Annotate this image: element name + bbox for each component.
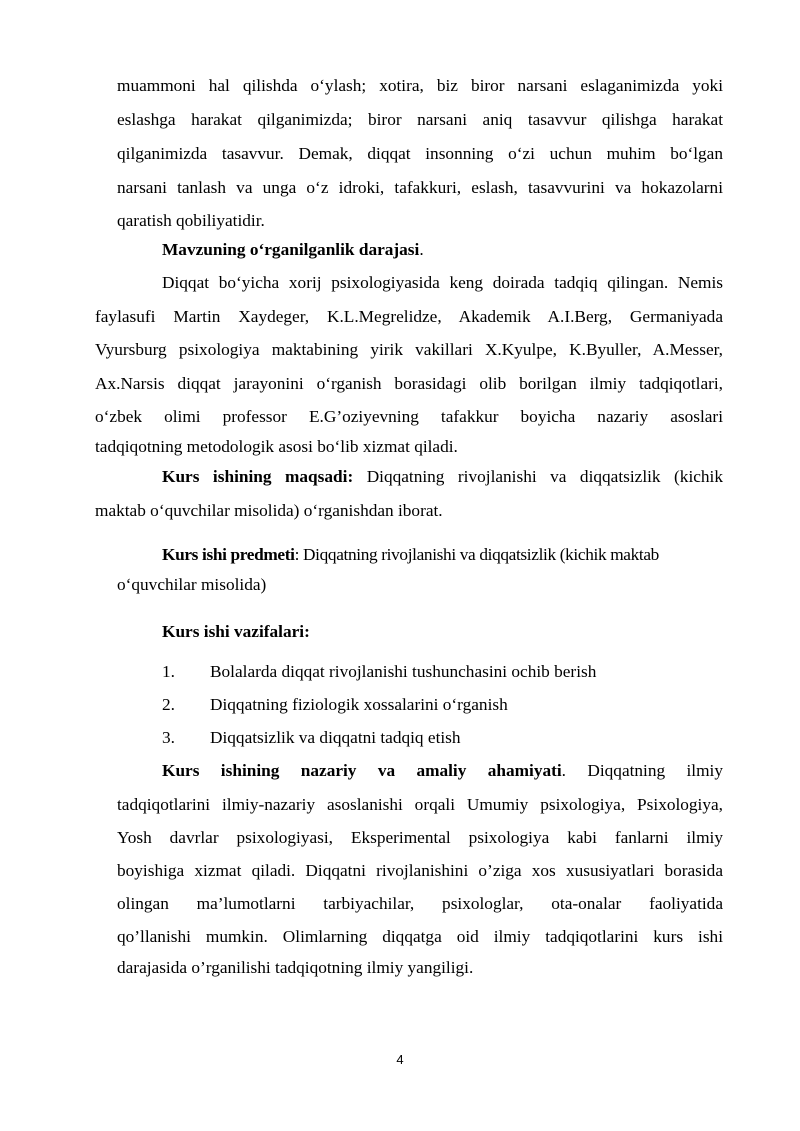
text-line: Yosh davrlar psixologiyasi, Eksperimental psixologiya kabi fanlarni ilmiy — [117, 828, 723, 847]
text-line: Vyursburg psixologiya maktabining yirik vakillari X.Kyulpe, K.Byuller, A.Messer, — [95, 340, 723, 359]
subject-text: : Diqqatning rivojlanishi va diqqatsizlik (kichik maktab — [294, 545, 659, 564]
subject-line-2: o‘quvchilar misolida) — [117, 575, 267, 594]
text-line: qaratish qobiliyatidir. — [117, 211, 265, 230]
goal-line-2: maktab o‘quvchilar misolida) o‘rganishdan iborat. — [95, 501, 443, 520]
list-item-text: Bolalarda diqqat rivojlanishi tushunchasini ochib berish — [210, 662, 597, 681]
text-line: qo’llanishi mumkin. Olimlarning diqqatga oid ilmiy tadqiqotlarini kurs ishi — [117, 927, 723, 946]
study-heading-label: Mavzuning o‘rganilganlik darajasi — [162, 240, 420, 259]
text-line: Diqqat bo‘yicha xorij psixologiyasida keng doirada tadqiq qilingan. Nemis — [162, 273, 723, 292]
list-item-number: 2. — [162, 695, 175, 714]
text-line: tadqiqotning metodologik asosi bo‘lib xizmat qiladi. — [95, 437, 458, 456]
text-line: darajasida o’rganilishi tadqiqotning ilmiy yangiligi. — [117, 958, 474, 977]
text-line: qilganimizda tasavvur. Demak, diqqat insonning o‘zi uchun muhim bo‘lgan — [117, 144, 723, 163]
list-item — [162, 728, 461, 748]
study-heading — [162, 240, 424, 260]
page-number: 4 — [396, 1052, 404, 1067]
importance-label: Kurs ishining nazariy va amaliy ahamiyati — [162, 761, 562, 780]
list-item — [162, 662, 596, 682]
subject-line — [162, 545, 659, 565]
text-line: eslashga harakat qilganimizda; biror narsani aniq tasavvur qilishga harakat — [117, 110, 723, 129]
list-item-text: Diqqatning fiziologik xossalarini o‘rganish — [210, 695, 508, 714]
text-line: narsani tanlash va unga o‘z idroki, tafakkuri, eslash, tasavvurini va hokazolarni — [117, 178, 723, 197]
text-line: muammoni hal qilishda o‘ylash; xotira, biz biror narsani eslaganimizda yoki — [117, 76, 723, 95]
goal-text: Diqqatning rivojlanishi va diqqatsizlik (kichik — [366, 467, 723, 486]
tasks-heading — [162, 622, 310, 642]
goal-label: Kurs ishining maqsadi: — [162, 467, 354, 486]
importance-text-start: Diqqatning ilmiy — [587, 761, 723, 780]
list-item-number: 1. — [162, 662, 175, 681]
list-item — [162, 695, 508, 715]
study-heading-tail: . — [419, 240, 424, 259]
importance-line — [162, 761, 723, 781]
goal-line — [162, 467, 723, 487]
importance-label-tail: . — [561, 761, 566, 780]
text-line: o‘zbek olimi professor E.G’oziyevning tafakkur boyicha nazariy asoslari — [95, 407, 723, 426]
text-line: Ax.Narsis diqqat jarayonini o‘rganish borasidagi olib borilgan ilmiy tadqiqotlari, — [95, 374, 723, 393]
tasks-heading-label: Kurs ishi vazifalari: — [162, 622, 310, 641]
text-line: olingan ma’lumotlarni tarbiyachilar, psixologlar, ota-onalar faoliyatida — [117, 894, 723, 913]
text-line: faylasufi Martin Xaydeger, K.L.Megrelidze, Akademik A.I.Berg, Germaniyada — [95, 307, 723, 326]
list-item-text: Diqqatsizlik va diqqatni tadqiq etish — [210, 728, 461, 747]
subject-label: Kurs ishi predmeti — [162, 545, 295, 564]
text-line: tadqiqotlarini ilmiy-nazariy asoslanishi orqali Umumiy psixologiya, Psixologiya, — [117, 795, 723, 814]
text-line: boyishiga xizmat qiladi. Diqqatni rivojlanishini o’ziga xos xususiyatlari borasida — [117, 861, 723, 880]
list-item-number: 3. — [162, 728, 175, 747]
